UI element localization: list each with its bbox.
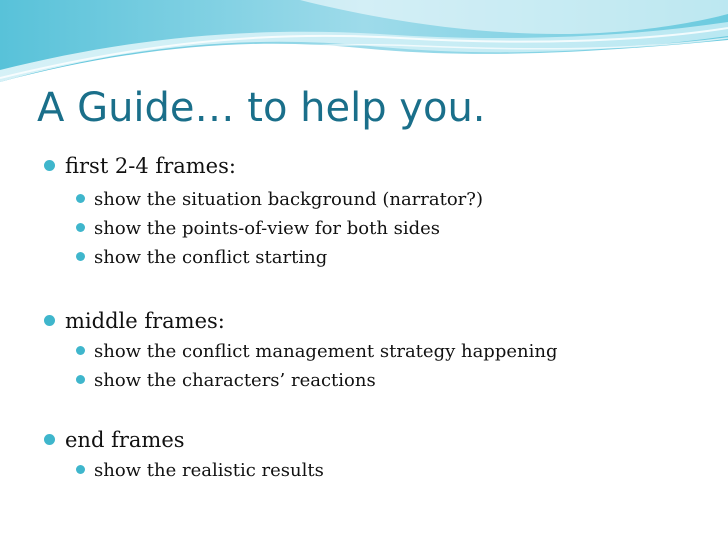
bullet-icon <box>44 434 55 445</box>
slide-title: A Guide… to help you. <box>37 85 486 131</box>
bullet-icon <box>44 315 55 326</box>
sub-bullet: show the points-of-view for both sides <box>76 218 440 239</box>
sub-bullet: show the conflict management strategy happening <box>76 341 557 362</box>
bullet-icon <box>44 160 55 171</box>
bullet-end-frames: end frames <box>44 428 185 452</box>
bullet-middle-frames: middle frames: <box>44 309 225 333</box>
sub-bullet: show the situation background (narrator?) <box>76 189 483 210</box>
bullet-first-frames: first 2-4 frames: <box>44 154 236 178</box>
bullet-icon <box>76 375 85 384</box>
sub-bullet: show the realistic results <box>76 460 324 481</box>
header-wave-decoration <box>0 0 728 90</box>
bullet-icon <box>76 346 85 355</box>
bullet-icon <box>76 465 85 474</box>
sub-bullet: show the characters’ reactions <box>76 370 376 391</box>
sub-bullet: show the conflict starting <box>76 247 327 268</box>
bullet-icon <box>76 252 85 261</box>
bullet-icon <box>76 223 85 232</box>
bullet-icon <box>76 194 85 203</box>
